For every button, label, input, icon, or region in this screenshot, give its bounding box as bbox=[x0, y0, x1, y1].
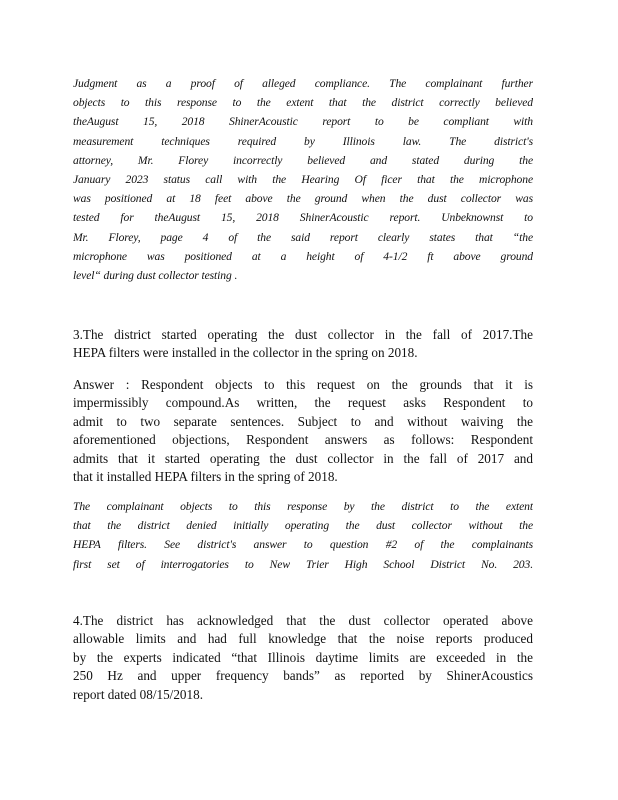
text-line: Judgment as a proof of alleged compliance. The complainant further bbox=[73, 77, 533, 90]
text-line: was positioned at 18 feet above the ground when the dust collector was bbox=[73, 192, 533, 206]
text-line: The complainant objects to this response by the district to the extent bbox=[73, 500, 533, 513]
complainant-reply-3-paragraph bbox=[73, 497, 533, 574]
text-line: HEPA filters. See district's answer to question #2 of the complainants bbox=[73, 538, 533, 552]
text-line: 3.The district started operating the dust collector in the fall of 2017.The bbox=[73, 327, 533, 342]
text-line: aforementioned objections, Respondent answers as follows: Respondent bbox=[73, 432, 533, 448]
text-line: HEPA filters were installed in the collector in the spring on 2018. bbox=[73, 345, 418, 361]
text-line: admit to two separate sentences. Subject to and without waiving the bbox=[73, 413, 533, 429]
text-line: by the experts indicated “that Illinois daytime limits are exceeded in the bbox=[73, 649, 533, 665]
text-line: attorney, Mr. Florey incorrectly believed and stated during the bbox=[73, 153, 533, 167]
answer-3-paragraph bbox=[73, 376, 533, 486]
request-4-paragraph bbox=[73, 612, 533, 704]
text-line: admits that it started operating the dust collector in the fall of 2017 and bbox=[73, 450, 533, 466]
text-line: that it installed HEPA filters in the spring of 2018. bbox=[73, 469, 338, 485]
request-3-paragraph bbox=[73, 326, 533, 363]
text-line: measurement techniques required by Illinois law. The district's bbox=[73, 134, 533, 148]
text-line: 4.The district has acknowledged that the dust collector operated above bbox=[73, 613, 533, 628]
text-line: 250 Hz and upper frequency bands” as reported by ShinerAcoustics bbox=[73, 668, 533, 684]
text-line: theAugust 15, 2018 ShinerAcoustic report to be compliant with bbox=[73, 115, 533, 129]
text-line: level“ during dust collector testing . bbox=[73, 269, 238, 283]
text-line: tested for theAugust 15, 2018 ShinerAcoustic report. Unbeknownst to bbox=[73, 211, 533, 225]
text-line: report dated 08/15/2018. bbox=[73, 686, 204, 702]
text-line: January 2023 status call with the Hearing Of ficer that the microphone bbox=[73, 173, 533, 187]
complainant-reply-paragraph bbox=[73, 74, 533, 285]
text-line: Answer : Respondent objects to this request on the grounds that it is bbox=[73, 377, 533, 392]
text-line: impermissibly compound.As written, the request asks Respondent to bbox=[73, 395, 533, 411]
text-line: Mr. Florey, page 4 of the said report clearly states that “the bbox=[73, 230, 533, 244]
text-line: first set of interrogatories to New Trier High School District No. 203. bbox=[73, 557, 533, 571]
text-line: allowable limits and had full knowledge that the noise reports produced bbox=[73, 631, 533, 647]
text-line: objects to this response to the extent that the district correctly believed bbox=[73, 96, 533, 110]
text-line: that the district denied initially operating the dust collector without the bbox=[73, 519, 533, 533]
text-line: microphone was positioned at a height of 4-1/2 ft above ground bbox=[73, 249, 533, 263]
